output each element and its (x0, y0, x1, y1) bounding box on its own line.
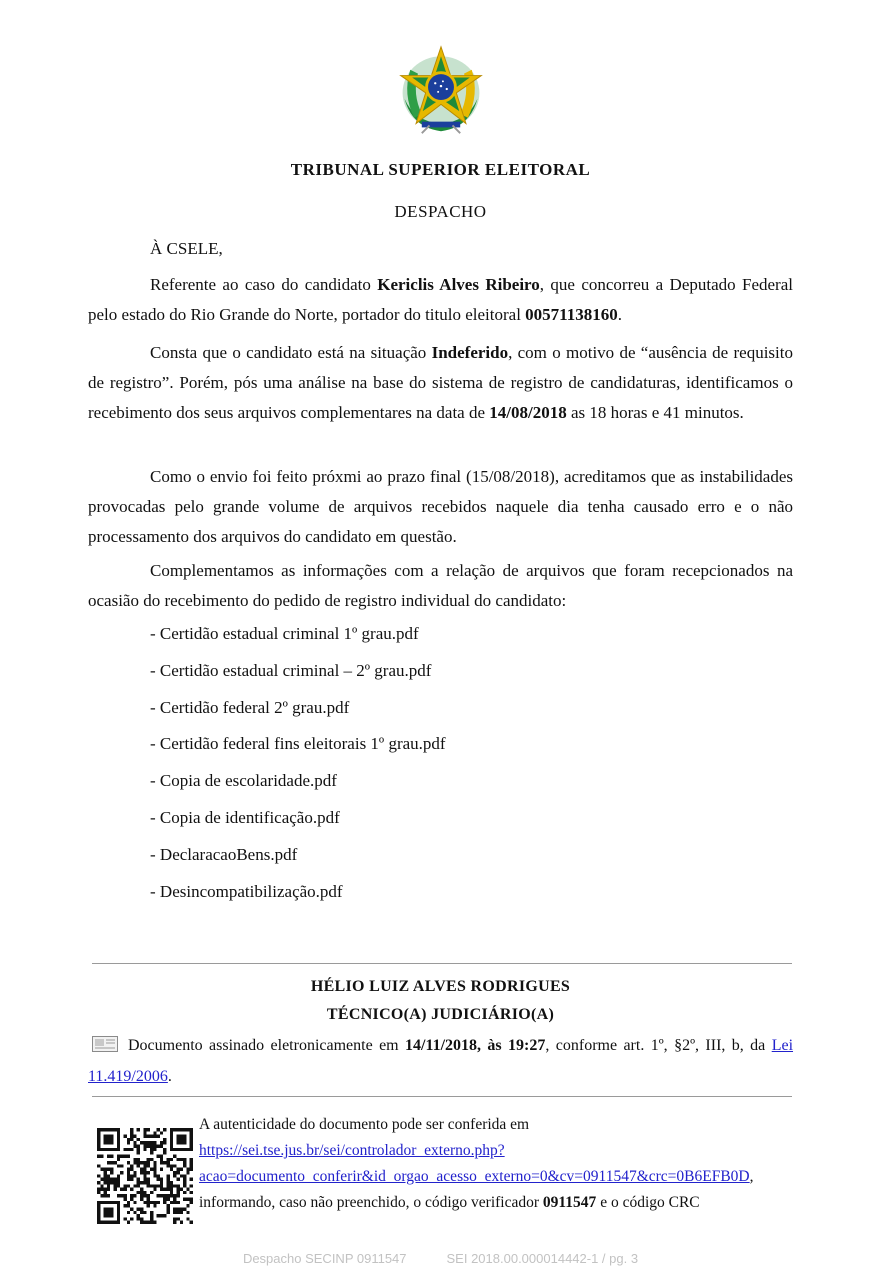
authenticity-text: , (749, 1168, 754, 1185)
candidate-status: Indeferido (431, 343, 509, 362)
signature-statement (88, 1030, 793, 1092)
list-item: - Certidão estadual criminal 1º grau.pdf (150, 624, 419, 643)
list-item: - Certidão federal fins eleitorais 1º grau.pdf (150, 734, 446, 754)
list-item: - Copia de identificação.pdf (150, 807, 340, 827)
addressee: À CSELE, (150, 239, 223, 258)
divider (92, 1096, 792, 1097)
list-item: - Desincompatibilização.pdf (150, 881, 343, 901)
authenticity-text: e o código CRC (596, 1194, 700, 1211)
signature-text: , conforme art. 1º, §2º, III, b, da (545, 1037, 772, 1054)
list-item: - Copia de escolaridade.pdf (150, 771, 337, 791)
list-item: - DeclaracaoBens.pdf (150, 844, 298, 864)
list-item: - Certidão estadual criminal – 2º grau.pdf (150, 660, 432, 680)
qr-code-icon (97, 1128, 193, 1224)
law-link[interactable]: Lei 11.419/2006 (88, 1037, 794, 1085)
paragraph-text: as 18 horas e 41 minutos. (566, 403, 744, 422)
paragraph-text: , com o motivo de “ausência de requisito de registro”. Porém, pós uma análise na base do sistema de registro de candidaturas, identificamos o recebimento dos seus arquivos complementares na data de (88, 343, 793, 422)
paragraph-files-intro: Complementamos as informações com a relação de arquivos que foram recepcionados na ocasião do recebimento do pedido de registro individual do candidato: (88, 561, 793, 610)
paragraph-text: Consta que o candidato está na situação (150, 343, 432, 362)
paragraph-text: , que concorreu a Deputado Federal pelo estado do Rio Grande do Norte, portador do titulo eleitoral (88, 275, 793, 324)
signature-text: Documento assinado eletronicamente em (128, 1037, 406, 1054)
verification-link[interactable]: https://sei.tse.jus.br/sei/controlador_externo.php? (199, 1142, 505, 1159)
signer-role: TÉCNICO(A) JUDICIÁRIO(A) (326, 1006, 555, 1023)
authenticity-text: informando, caso não preenchido, o código verificador (199, 1194, 543, 1211)
paragraph-status (88, 338, 793, 428)
verification-link-continued[interactable]: acao=documento_conferir&id_orgao_acesso_externo=0&cv=0911547&crc=0B6EFB0D (199, 1168, 750, 1185)
footer-process-page: SEI 2018.00.000014442-1 / pg. 3 (446, 1251, 639, 1266)
paragraph-text: Referente ao caso do candidato (150, 275, 378, 294)
organization-title: TRIBUNAL SUPERIOR ELEITORAL (290, 160, 591, 179)
signer-name: HÉLIO LUIZ ALVES RODRIGUES (310, 978, 571, 995)
candidate-name: Kericlis Alves Ribeiro (377, 275, 540, 294)
received-date: 14/08/2018 (489, 403, 567, 422)
paragraph-text: . (617, 305, 622, 324)
paragraph-candidate (88, 270, 793, 330)
verifier-code: 0911547 (542, 1194, 597, 1211)
divider (92, 963, 792, 964)
coat-of-arms-icon (393, 40, 489, 138)
authenticity-text: A autenticidade do documento pode ser conferida em (199, 1116, 530, 1133)
voter-id: 00571138160 (525, 305, 618, 324)
footer-document-id: Despacho SECINP 0911547 (242, 1251, 407, 1266)
document-type: DESPACHO (394, 202, 487, 221)
file-list (150, 620, 446, 914)
list-item: - Certidão federal 2º grau.pdf (150, 697, 350, 717)
paragraph-deadline: Como o envio foi feito próxmi ao prazo final (15/08/2018), acreditamos que as instabilidades provocadas pelo grande volume de arquivos recebidos naquele dia tenha causado erro e o não processamento dos arquivos do candidato em questão. (88, 467, 793, 546)
signature-icon (92, 1036, 118, 1052)
signature-text: . (167, 1068, 172, 1085)
signature-datetime: 14/11/2018, às 19:27 (405, 1037, 546, 1054)
page-footer (0, 1251, 881, 1266)
authenticity-block (199, 1112, 754, 1216)
